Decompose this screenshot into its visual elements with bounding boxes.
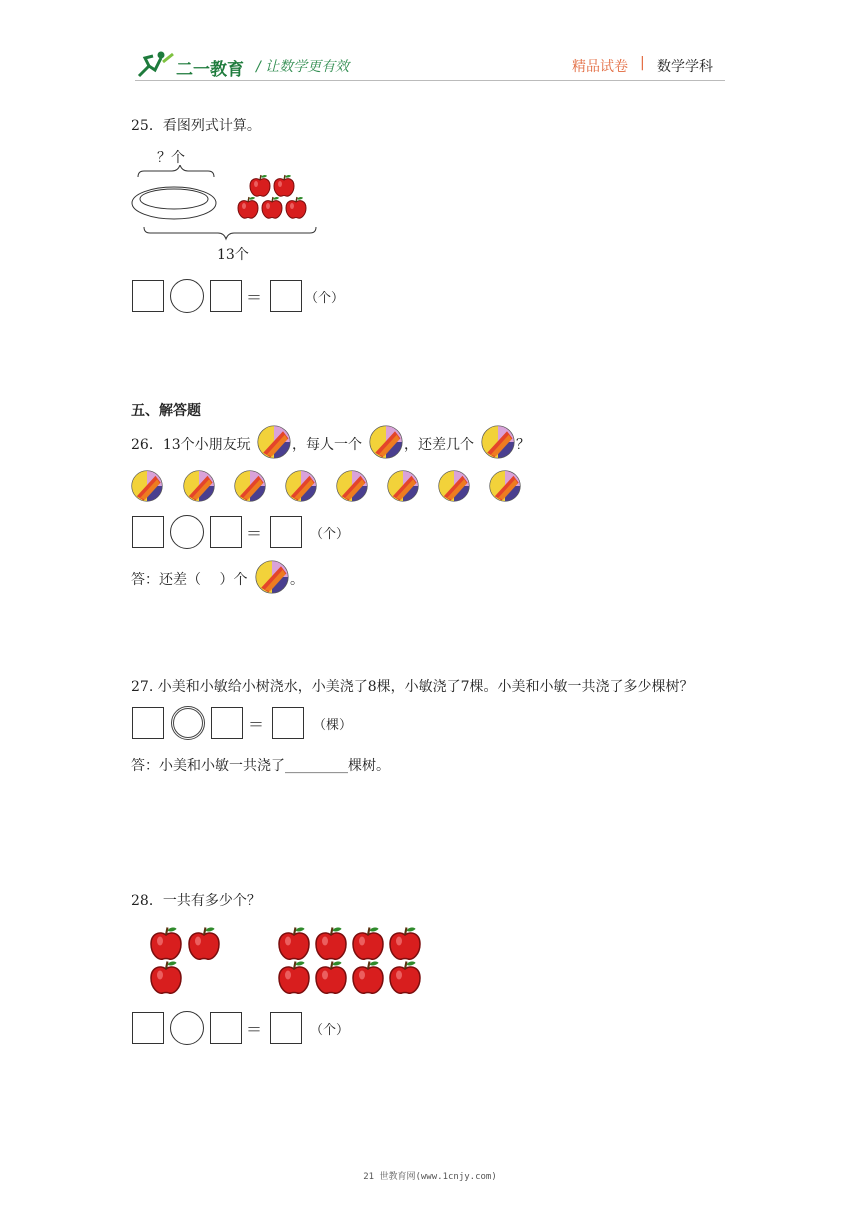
q27-answer-part1: 答：小美和小敏一共浇了 xyxy=(131,758,285,774)
q25-operator-circle[interactable] xyxy=(170,279,204,313)
logo xyxy=(135,50,175,78)
q26-answer-box-2[interactable] xyxy=(210,516,242,548)
ball-icon xyxy=(335,469,369,503)
apple-icon xyxy=(151,962,181,994)
q27-answer-part2: 棵树。 xyxy=(348,758,390,774)
q26-operator-circle[interactable] xyxy=(170,515,204,549)
ball-icon xyxy=(182,469,216,503)
q27-unit: （棵） xyxy=(313,718,353,733)
header-divider xyxy=(135,80,725,81)
ball-icon xyxy=(256,424,292,460)
ball-icon xyxy=(437,469,471,503)
ball-icon xyxy=(480,424,516,460)
equals-sign: ＝ xyxy=(246,288,263,307)
q26-answer-text: 答：还差（ ）个 xyxy=(131,572,248,588)
ball-icon xyxy=(254,559,290,595)
ball-icon xyxy=(368,424,404,460)
footer-text: 21 世教育网(www.1cnjy.com) xyxy=(363,1172,497,1182)
apple-icon xyxy=(279,928,309,960)
apple-icon xyxy=(274,175,294,196)
q28-operator-circle[interactable] xyxy=(170,1011,204,1045)
bottom-brace xyxy=(144,227,316,239)
logo-text: 二一教育 xyxy=(176,60,244,80)
q25-title: 25．看图列式计算。 xyxy=(131,118,261,134)
ball-icon xyxy=(284,469,318,503)
top-brace xyxy=(138,165,214,177)
q28-result-box[interactable] xyxy=(270,1012,302,1044)
q26-balls-row xyxy=(130,469,530,505)
q28-apples-right xyxy=(276,926,426,998)
q25-answer-box-2[interactable] xyxy=(210,280,242,312)
q26-answer-end: 。 xyxy=(290,572,304,588)
q26-result-box[interactable] xyxy=(270,516,302,548)
apple-icon xyxy=(262,197,282,218)
q25-question-label: ？个 xyxy=(157,150,185,166)
q28-unit: （个） xyxy=(310,1023,350,1038)
apple-icon xyxy=(316,962,346,994)
q27-answer-box-1[interactable] xyxy=(132,707,164,739)
ball-icon xyxy=(233,469,267,503)
q26-text-4: ？ xyxy=(516,437,530,453)
ball-icon xyxy=(386,469,420,503)
q27-operator-circle[interactable] xyxy=(171,706,205,740)
q27-result-box[interactable] xyxy=(272,707,304,739)
equals-sign: ＝ xyxy=(248,715,265,734)
tag-subject: 数学学科 xyxy=(657,59,713,75)
apple-icon xyxy=(286,197,306,218)
plate-inner xyxy=(140,189,208,209)
q25-apples xyxy=(236,174,312,222)
q28-apples-left xyxy=(148,926,228,998)
tag-divider: | xyxy=(640,55,645,71)
q27-answer-text xyxy=(131,755,390,775)
apple-icon xyxy=(250,175,270,196)
q27-title: 27. 小美和小敏给小树浇水，小美浇了8棵，小敏浇了7棵。小美和小敏一共浇了多少棵树？ xyxy=(131,679,694,695)
apple-icon xyxy=(353,928,383,960)
tag-premium: 精品试卷 xyxy=(572,59,628,75)
equals-sign: ＝ xyxy=(246,524,263,543)
equals-sign: ＝ xyxy=(246,1020,263,1039)
slogan: / 让数学更有效 xyxy=(256,59,350,75)
q28-title: 28．一共有多少个？ xyxy=(131,893,261,909)
q25-answer-box-1[interactable] xyxy=(132,280,164,312)
q26-answer-box-1[interactable] xyxy=(132,516,164,548)
q25-unit: （个） xyxy=(305,291,345,306)
apple-icon xyxy=(238,197,258,218)
section-title: 五、解答题 xyxy=(131,403,201,419)
apple-icon xyxy=(316,928,346,960)
q26-unit: （个） xyxy=(310,527,350,542)
q25-total-label: 13个 xyxy=(217,247,249,263)
q27-answer-blank[interactable]: _________ xyxy=(285,758,348,774)
apple-icon xyxy=(189,928,219,960)
q25-result-box[interactable] xyxy=(270,280,302,312)
q28-answer-box-2[interactable] xyxy=(210,1012,242,1044)
apple-icon xyxy=(390,962,420,994)
apple-icon xyxy=(353,962,383,994)
ball-icon xyxy=(488,469,522,503)
ball-icon xyxy=(130,469,164,503)
q26-text-2: ，每人一个 xyxy=(292,437,362,453)
apple-icon xyxy=(151,928,181,960)
q27-answer-box-2[interactable] xyxy=(211,707,243,739)
runner-logo-icon xyxy=(135,50,175,78)
q26-text-1: 26．13个小朋友玩 xyxy=(131,437,251,453)
q26-text-3: ，还差几个 xyxy=(404,437,474,453)
apple-icon xyxy=(390,928,420,960)
apple-icon xyxy=(279,962,309,994)
q28-answer-box-1[interactable] xyxy=(132,1012,164,1044)
